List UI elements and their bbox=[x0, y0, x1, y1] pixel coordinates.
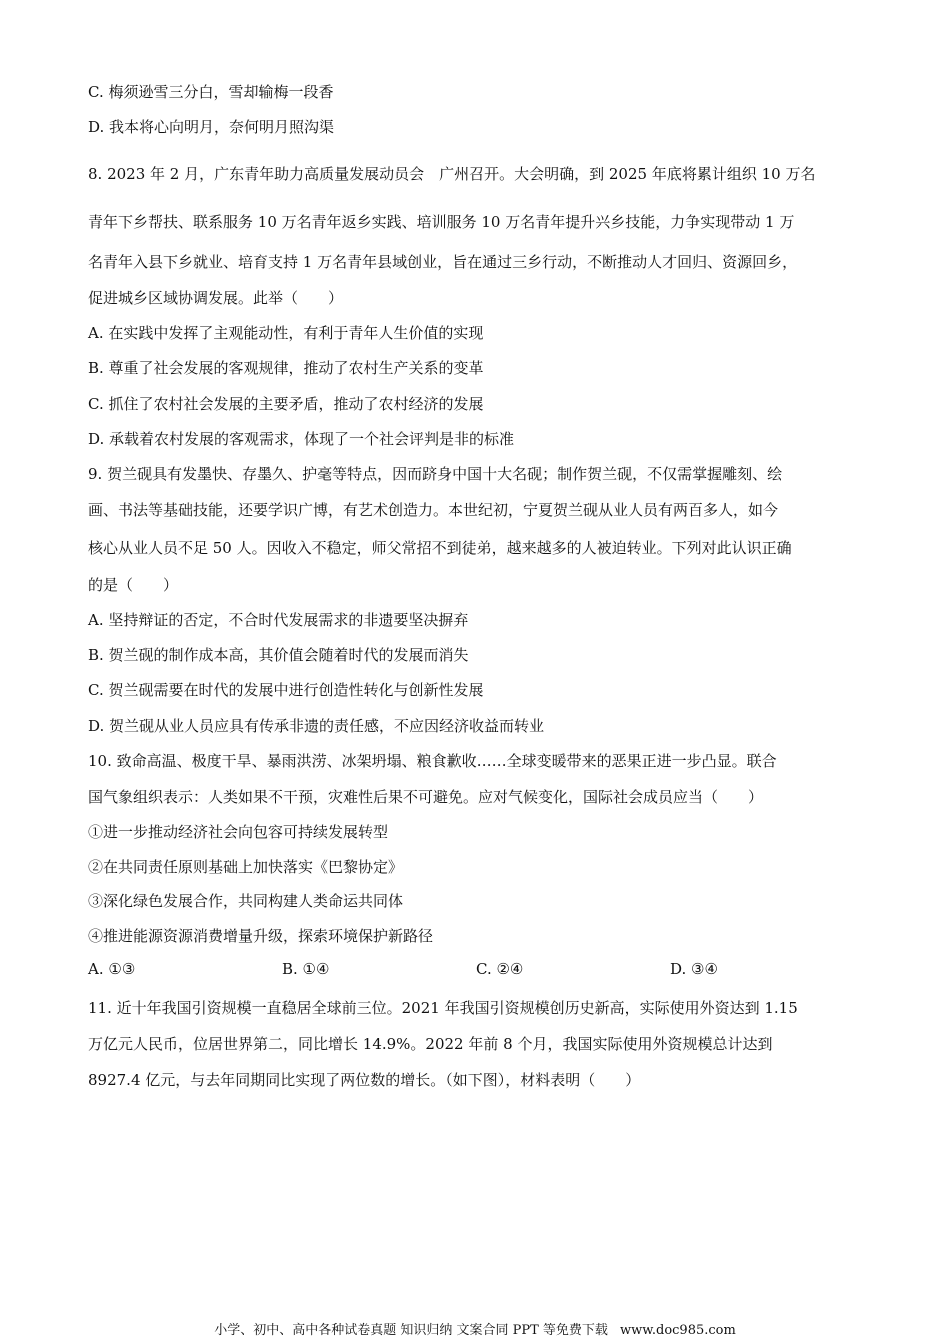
q8-option-b: B. 尊重了社会发展的客观规律，推动了农村生产关系的变革 bbox=[88, 359, 484, 377]
footer-site-link[interactable]: www.doc985.com bbox=[620, 1323, 736, 1338]
q8-option-c: C. 抓住了农村社会发展的主要矛盾，推动了农村经济的发展 bbox=[88, 395, 484, 413]
q10-option-d: D. ③④ bbox=[670, 960, 718, 978]
q9-stem-line-3: 核心从业人员不足 50 人。因收入不稳定，师父常招不到徒弟，越来越多的人被迫转业。下列对此认识正确 bbox=[88, 539, 792, 557]
q11-stem-line-2: 万亿元人民币，位居世界第二，同比增长 14.9%。2022 年前 8 个月，我国实际使用外资规模总计达到 bbox=[88, 1035, 773, 1053]
q10-option-a: A. ①③ bbox=[88, 960, 136, 978]
q10-statement-2: ②在共同责任原则基础上加快落实《巴黎协定》 bbox=[88, 858, 404, 876]
q9-option-a: A. 坚持辩证的否定，不合时代发展需求的非遗要坚决摒弃 bbox=[88, 611, 469, 629]
q7-option-d: D. 我本将心向明月，奈何明月照沟渠 bbox=[88, 118, 335, 136]
q11-stem-line-3: 8927.4 亿元，与去年同期同比实现了两位数的增长。（如下图），材料表明（ ） bbox=[88, 1071, 641, 1089]
q9-stem-line-2: 画、书法等基础技能，还要学识广博，有艺术创造力。本世纪初，宁夏贺兰砚从业人员有两百多人，如今 bbox=[88, 501, 779, 519]
q10-stem-line-2: 国气象组织表示：人类如果不干预，灾难性后果不可避免。应对气候变化，国际社会成员应当（ ） bbox=[88, 788, 764, 806]
q10-option-b: B. ①④ bbox=[282, 960, 330, 978]
q8-stem-line-1: 8. 2023 年 2 月，广东青年助力高质量发展动员会 广州召开。大会明确，到 2025 年底将累计组织 10 万名 bbox=[88, 165, 816, 183]
page-footer bbox=[0, 1322, 950, 1340]
q8-stem-line-2: 青年下乡帮扶、联系服务 10 万名青年返乡实践、培训服务 10 万名青年提升兴乡技能，力争实现带动 1 万 bbox=[88, 213, 795, 231]
q10-statement-1: ①进一步推动经济社会向包容可持续发展转型 bbox=[88, 823, 389, 841]
q10-option-c: C. ②④ bbox=[476, 960, 524, 978]
footer-text: 小学、初中、高中各种试卷真题 知识归纳 文案合同 PPT 等免费下载 bbox=[214, 1323, 608, 1338]
q10-statement-3: ③深化绿色发展合作，共同构建人类命运共同体 bbox=[88, 892, 404, 910]
q7-option-c: C. 梅须逊雪三分白，雪却输梅一段香 bbox=[88, 83, 334, 101]
q8-stem-line-4: 促进城乡区域协调发展。此举（ ） bbox=[88, 289, 344, 307]
q9-option-d: D. 贺兰砚从业人员应具有传承非遗的责任感，不应因经济收益而转业 bbox=[88, 717, 545, 735]
q9-stem-line-4: 的是（ ） bbox=[88, 576, 179, 594]
q8-option-d: D. 承载着农村发展的客观需求，体现了一个社会评判是非的标准 bbox=[88, 430, 515, 448]
q11-stem-line-1: 11. 近十年我国引资规模一直稳居全球前三位。2021 年我国引资规模创历史新高，实际使用外资达到 1.15 bbox=[88, 999, 798, 1017]
q9-option-b: B. 贺兰砚的制作成本高，其价值会随着时代的发展而消失 bbox=[88, 646, 469, 664]
q10-statement-4: ④推进能源资源消费增量升级，探索环境保护新路径 bbox=[88, 927, 434, 945]
q9-stem-line-1: 9. 贺兰砚具有发墨快、存墨久、护毫等特点，因而跻身中国十大名砚；制作贺兰砚，不仅需掌握雕刻、绘 bbox=[88, 465, 783, 483]
q10-options-row bbox=[0, 959, 950, 979]
q8-option-a: A. 在实践中发挥了主观能动性，有利于青年人生价值的实现 bbox=[88, 324, 484, 342]
q9-option-c: C. 贺兰砚需要在时代的发展中进行创造性转化与创新性发展 bbox=[88, 681, 484, 699]
q10-stem-line-1: 10. 致命高温、极度干旱、暴雨洪涝、冰架坍塌、粮食歉收……全球变暖带来的恶果正进一步凸显。联合 bbox=[88, 752, 777, 770]
q8-stem-line-3: 名青年入县下乡就业、培育支持 1 万名青年县域创业，旨在通过三乡行动，不断推动人才回归、资源回乡， bbox=[88, 253, 798, 271]
